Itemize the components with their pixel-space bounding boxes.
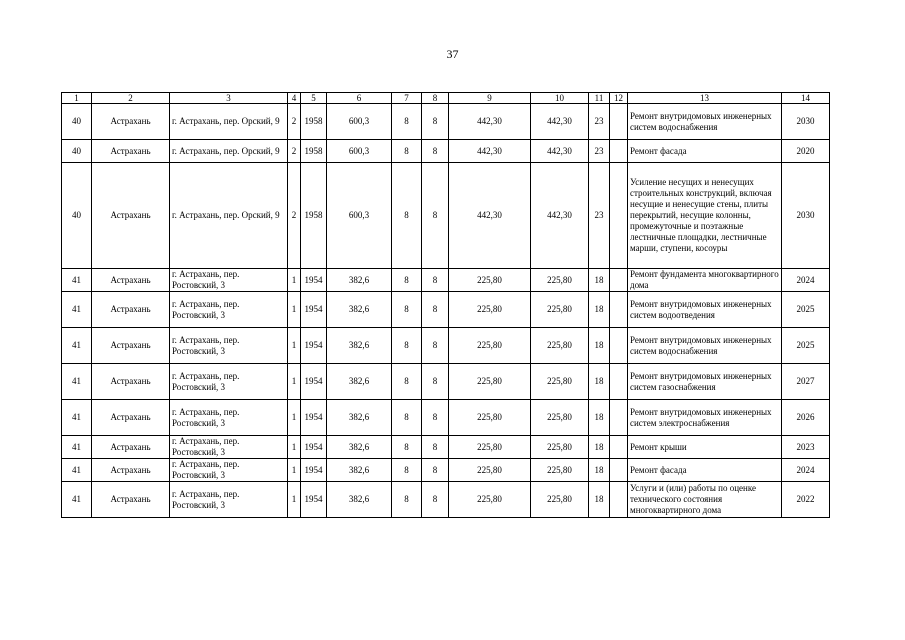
cell-plan-year: 2023 [782, 436, 830, 459]
cell-col9: 442,30 [449, 140, 531, 163]
cell-col7: 8 [392, 104, 422, 140]
cell-col9: 225,80 [449, 269, 531, 292]
cell-work-type: Ремонт внутридомовых инженерных систем водоснабжения [628, 328, 782, 364]
cell-build-year: 1954 [301, 482, 327, 518]
cell-build-year: 1954 [301, 436, 327, 459]
cell-col12 [610, 328, 628, 364]
cell-col9: 225,80 [449, 436, 531, 459]
cell-col7: 8 [392, 163, 422, 269]
cell-plan-year: 2024 [782, 269, 830, 292]
cell-col9: 442,30 [449, 163, 531, 269]
cell-address: г. Астрахань, пер. Ростовский, 3 [170, 459, 288, 482]
cell-col12 [610, 140, 628, 163]
cell-row-number: 40 [62, 163, 92, 269]
table-row [62, 163, 830, 269]
column-number: 14 [782, 93, 830, 104]
cell-address: г. Астрахань, пер. Ростовский, 3 [170, 482, 288, 518]
cell-city: Астрахань [92, 482, 170, 518]
cell-address: г. Астрахань, пер. Ростовский, 3 [170, 400, 288, 436]
cell-col10: 225,80 [531, 459, 589, 482]
cell-address: г. Астрахань, пер. Орский, 9 [170, 140, 288, 163]
column-number: 4 [288, 93, 301, 104]
cell-area: 382,6 [327, 400, 392, 436]
cell-build-year: 1958 [301, 163, 327, 269]
cell-col4: 1 [288, 482, 301, 518]
cell-row-number: 41 [62, 269, 92, 292]
cell-col4: 2 [288, 104, 301, 140]
cell-col10: 225,80 [531, 482, 589, 518]
cell-city: Астрахань [92, 459, 170, 482]
cell-col4: 1 [288, 292, 301, 328]
cell-area: 382,6 [327, 269, 392, 292]
cell-col4: 2 [288, 140, 301, 163]
cell-col8: 8 [422, 482, 449, 518]
cell-col12 [610, 364, 628, 400]
cell-city: Астрахань [92, 328, 170, 364]
table-row [62, 104, 830, 140]
cell-plan-year: 2022 [782, 482, 830, 518]
cell-col12 [610, 459, 628, 482]
cell-row-number: 40 [62, 104, 92, 140]
cell-col8: 8 [422, 163, 449, 269]
table-row [62, 400, 830, 436]
table-row [62, 328, 830, 364]
cell-col8: 8 [422, 459, 449, 482]
column-number: 7 [392, 93, 422, 104]
cell-col7: 8 [392, 328, 422, 364]
cell-col9: 442,30 [449, 104, 531, 140]
column-number: 11 [589, 93, 610, 104]
cell-col4: 1 [288, 364, 301, 400]
cell-row-number: 41 [62, 459, 92, 482]
column-number: 9 [449, 93, 531, 104]
cell-col8: 8 [422, 104, 449, 140]
cell-row-number: 41 [62, 436, 92, 459]
cell-work-type: Ремонт фундамента многоквартирного дома [628, 269, 782, 292]
cell-col8: 8 [422, 400, 449, 436]
cell-col10: 225,80 [531, 364, 589, 400]
cell-work-type: Ремонт фасада [628, 140, 782, 163]
cell-plan-year: 2030 [782, 163, 830, 269]
cell-address: г. Астрахань, пер. Ростовский, 3 [170, 269, 288, 292]
cell-work-type: Ремонт внутридомовых инженерных систем водоснабжения [628, 104, 782, 140]
cell-col11: 18 [589, 292, 610, 328]
cell-build-year: 1954 [301, 328, 327, 364]
cell-row-number: 41 [62, 400, 92, 436]
table-row [62, 292, 830, 328]
cell-col8: 8 [422, 140, 449, 163]
cell-col8: 8 [422, 364, 449, 400]
cell-col10: 442,30 [531, 104, 589, 140]
cell-col11: 18 [589, 269, 610, 292]
cell-area: 382,6 [327, 459, 392, 482]
cell-col12 [610, 400, 628, 436]
cell-col10: 225,80 [531, 269, 589, 292]
cell-col7: 8 [392, 459, 422, 482]
cell-col4: 1 [288, 459, 301, 482]
cell-work-type: Ремонт внутридомовых инженерных систем водоотведения [628, 292, 782, 328]
cell-plan-year: 2027 [782, 364, 830, 400]
cell-col10: 225,80 [531, 328, 589, 364]
cell-city: Астрахань [92, 292, 170, 328]
cell-address: г. Астрахань, пер. Орский, 9 [170, 163, 288, 269]
cell-work-type: Услуги и (или) работы по оценке технического состояния многоквартирного дома [628, 482, 782, 518]
cell-col4: 1 [288, 400, 301, 436]
cell-row-number: 41 [62, 328, 92, 364]
cell-plan-year: 2030 [782, 104, 830, 140]
cell-row-number: 41 [62, 364, 92, 400]
cell-col10: 442,30 [531, 140, 589, 163]
cell-build-year: 1954 [301, 269, 327, 292]
cell-address: г. Астрахань, пер. Ростовский, 3 [170, 328, 288, 364]
cell-col12 [610, 436, 628, 459]
cell-area: 600,3 [327, 140, 392, 163]
cell-build-year: 1954 [301, 292, 327, 328]
cell-col9: 225,80 [449, 292, 531, 328]
column-number-row [62, 93, 830, 104]
cell-row-number: 41 [62, 292, 92, 328]
table-row [62, 140, 830, 163]
cell-work-type: Усиление несущих и ненесущих строительных конструкций, включая несущие и ненесущие стены, плиты перекрытий, несущие колонны, промежуточные и поэтажные лестничные площадки, лестничные марши, ступени, косоуры [628, 163, 782, 269]
cell-col4: 1 [288, 269, 301, 292]
column-number: 12 [610, 93, 628, 104]
cell-col8: 8 [422, 328, 449, 364]
cell-col9: 225,80 [449, 364, 531, 400]
cell-city: Астрахань [92, 104, 170, 140]
cell-col8: 8 [422, 292, 449, 328]
column-number: 1 [62, 93, 92, 104]
cell-col4: 1 [288, 328, 301, 364]
cell-col4: 1 [288, 436, 301, 459]
cell-work-type: Ремонт внутридомовых инженерных систем газоснабжения [628, 364, 782, 400]
cell-plan-year: 2024 [782, 459, 830, 482]
table-row [62, 364, 830, 400]
cell-col7: 8 [392, 436, 422, 459]
cell-build-year: 1954 [301, 400, 327, 436]
cell-area: 600,3 [327, 163, 392, 269]
cell-col7: 8 [392, 482, 422, 518]
cell-col12 [610, 163, 628, 269]
table-row [62, 482, 830, 518]
column-number: 8 [422, 93, 449, 104]
table-row [62, 436, 830, 459]
cell-col11: 18 [589, 328, 610, 364]
cell-col7: 8 [392, 140, 422, 163]
cell-col10: 225,80 [531, 436, 589, 459]
cell-col11: 18 [589, 459, 610, 482]
table-row [62, 269, 830, 292]
page-number: 37 [446, 47, 459, 61]
cell-build-year: 1954 [301, 364, 327, 400]
cell-col10: 225,80 [531, 292, 589, 328]
cell-col7: 8 [392, 400, 422, 436]
cell-area: 382,6 [327, 292, 392, 328]
cell-plan-year: 2025 [782, 328, 830, 364]
cell-col7: 8 [392, 292, 422, 328]
cell-col7: 8 [392, 364, 422, 400]
column-number: 10 [531, 93, 589, 104]
cell-col12 [610, 482, 628, 518]
cell-col8: 8 [422, 436, 449, 459]
column-number: 6 [327, 93, 392, 104]
cell-col10: 442,30 [531, 163, 589, 269]
cell-col12 [610, 292, 628, 328]
capital-repair-table [61, 92, 830, 518]
cell-col11: 23 [589, 140, 610, 163]
cell-work-type: Ремонт фасада [628, 459, 782, 482]
cell-address: г. Астрахань, пер. Ростовский, 3 [170, 292, 288, 328]
cell-build-year: 1954 [301, 459, 327, 482]
cell-col7: 8 [392, 269, 422, 292]
cell-city: Астрахань [92, 269, 170, 292]
cell-area: 382,6 [327, 482, 392, 518]
cell-col4: 2 [288, 163, 301, 269]
cell-col11: 18 [589, 364, 610, 400]
cell-plan-year: 2026 [782, 400, 830, 436]
cell-col11: 18 [589, 436, 610, 459]
cell-col11: 23 [589, 104, 610, 140]
cell-col12 [610, 269, 628, 292]
cell-city: Астрахань [92, 163, 170, 269]
cell-col10: 225,80 [531, 400, 589, 436]
cell-col9: 225,80 [449, 400, 531, 436]
cell-col11: 18 [589, 482, 610, 518]
cell-plan-year: 2020 [782, 140, 830, 163]
cell-city: Астрахань [92, 364, 170, 400]
cell-address: г. Астрахань, пер. Ростовский, 3 [170, 436, 288, 459]
cell-row-number: 40 [62, 140, 92, 163]
cell-city: Астрахань [92, 140, 170, 163]
cell-work-type: Ремонт крыши [628, 436, 782, 459]
cell-area: 600,3 [327, 104, 392, 140]
cell-col9: 225,80 [449, 459, 531, 482]
cell-area: 382,6 [327, 328, 392, 364]
cell-col8: 8 [422, 269, 449, 292]
cell-city: Астрахань [92, 400, 170, 436]
cell-build-year: 1958 [301, 140, 327, 163]
cell-city: Астрахань [92, 436, 170, 459]
column-number: 3 [170, 93, 288, 104]
column-number: 13 [628, 93, 782, 104]
column-number: 5 [301, 93, 327, 104]
table-row [62, 459, 830, 482]
cell-work-type: Ремонт внутридомовых инженерных систем электроснабжения [628, 400, 782, 436]
cell-area: 382,6 [327, 436, 392, 459]
cell-col12 [610, 104, 628, 140]
cell-col11: 23 [589, 163, 610, 269]
cell-col9: 225,80 [449, 482, 531, 518]
cell-col11: 18 [589, 400, 610, 436]
cell-build-year: 1958 [301, 104, 327, 140]
cell-address: г. Астрахань, пер. Орский, 9 [170, 104, 288, 140]
cell-row-number: 41 [62, 482, 92, 518]
column-number: 2 [92, 93, 170, 104]
cell-area: 382,6 [327, 364, 392, 400]
cell-plan-year: 2025 [782, 292, 830, 328]
cell-address: г. Астрахань, пер. Ростовский, 3 [170, 364, 288, 400]
cell-col9: 225,80 [449, 328, 531, 364]
